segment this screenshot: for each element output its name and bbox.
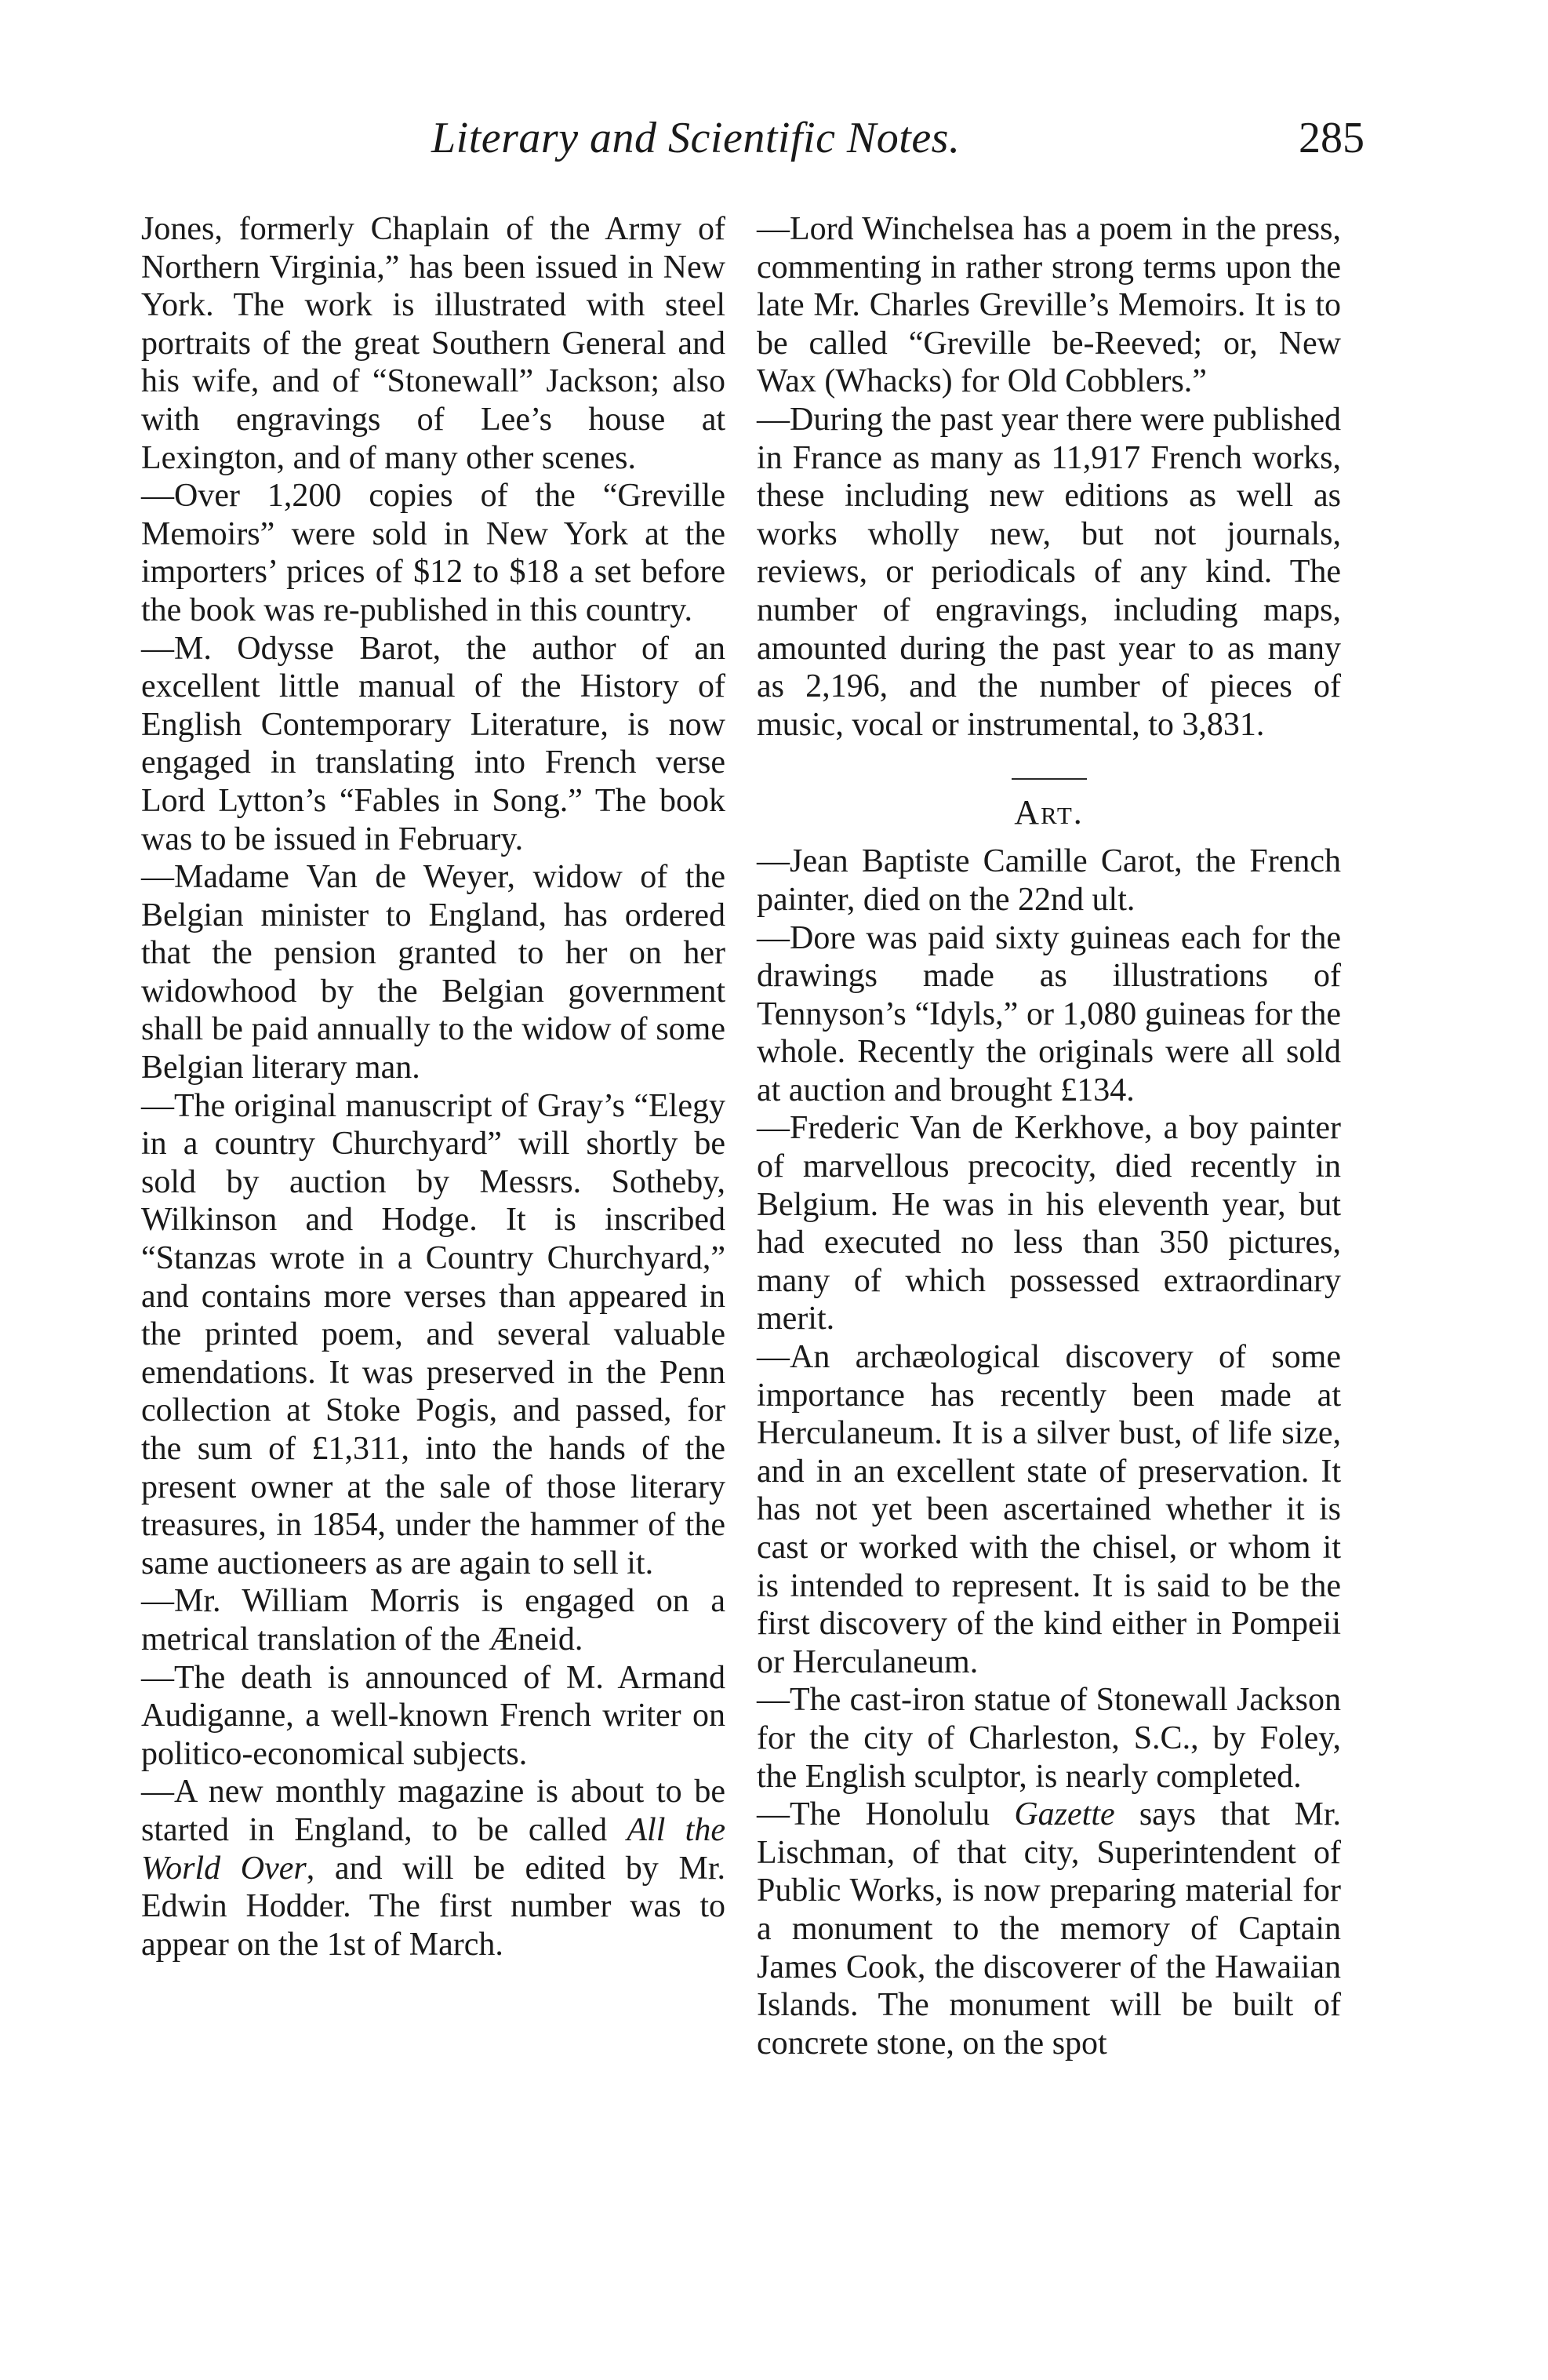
text-run: —A new monthly magazine is about to be started in England, to be called <box>141 1774 725 1848</box>
paragraph-dore: —Dore was paid sixty guineas each for the drawings made as illustrations of Tennyson’s “Idyls,” or 1,080 guineas for the whole. Recently the originals were all sold at auction and brought £134. <box>757 919 1341 1108</box>
newspaper-title: Gazette <box>1014 1796 1115 1833</box>
left-column <box>141 210 725 1963</box>
paragraph-william-morris: —Mr. William Morris is engaged on a metrical translation of the Æneid. <box>141 1583 725 1658</box>
paragraph-audiganne: —The death is announced of M. Armand Audiganne, a well-known French writer on politico-economical subjects. <box>141 1659 725 1772</box>
paragraph-lord-winchelsea: —Lord Winchelsea has a poem in the press, commenting in rather strong terms upon the late Mr. Charles Greville’s Memoirs. It is to be called “Greville be-Reeved; or, New Wax (Whacks) for Old Cobblers.” <box>757 211 1341 400</box>
paragraph-van-de-kerkhove: —Frederic Van de Kerkhove, a boy painter of marvellous precocity, died recently in Belgium. He was in his eleventh year, but had executed no less than 350 pictures, many of which possessed extraordinary merit. <box>757 1110 1341 1337</box>
text-run: says that Mr. Lischman, of that city, Superintendent of Public Works, is now preparing material for a monument to the memory of Captain James Cook, the discoverer of the Hawaiian Islands. The monument will be built of concrete stone, on the spot <box>757 1796 1342 2062</box>
paragraph-gray-elegy: —The original manuscript of Gray’s “Elegy in a country Churchyard” will shortly be sold by auction by Messrs. Sotheby, Wilkinson and Hodge. It is inscribed “Stanzas wrote in a Country Churchyard,” and contains more verses than appeared in the printed poem, and several valuable emendations. It was preserved in the Penn collection at Stoke Pogis, and passed, for the sum of £1,311, into the hands of the present owner at the sale of those literary treasures, in 1854, under the hammer of the same auctioneers as are again to sell it. <box>141 1087 725 1581</box>
paragraph-stonewall-statue: —The cast-iron statue of Stonewall Jackson for the city of Charleston, S.C., by Foley, the English sculptor, is nearly completed. <box>757 1682 1341 1795</box>
paragraph-herculaneum: —An archæological discovery of some importance has recently been made at Herculaneum. It is a silver bust, of life size, and in an excellent state of preservation. It has not yet been ascertained whether it is cast or worked with the chisel, or whom it is intended to represent. It is said to be the first discovery of the kind either in Pompeii or Herculaneum. <box>757 1339 1341 1680</box>
right-column <box>757 210 1341 2062</box>
paragraph-carot: —Jean Baptiste Camille Carot, the French painter, died on the 22nd ult. <box>757 843 1341 918</box>
running-head <box>141 110 1364 173</box>
paragraph-van-de-weyer: —Madame Van de Weyer, widow of the Belgian minister to England, has ordered that the pension granted to her on her widowhood by the Belgian government shall be paid annually to the widow of some Belgian literary man. <box>141 859 725 1086</box>
page-number: 285 <box>1299 114 1364 162</box>
text-run: , and will be edited by Mr. Edwin Hodder. The first number was to appear on the 1st of March. <box>141 1850 725 1963</box>
text-run: —The Honolulu <box>757 1796 1015 1833</box>
paragraph-new-magazine <box>141 1773 725 1963</box>
paragraph-honolulu-gazette <box>757 1796 1341 2062</box>
paragraph-greville-memoirs: —Over 1,200 copies of the “Greville Memoirs” were sold in New York at the importers’ prices of $12 to $18 a set before the book was re-published in this country. <box>141 478 725 628</box>
magazine-title: All the World Over <box>141 1811 725 1887</box>
section-divider <box>1012 778 1087 780</box>
paragraph-lee-biography: Jones, formerly Chaplain of the Army of Northern Virginia,” has been issued in New York. The work is illustrated with steel portraits of the great Southern General and his wife, and of “Stonewall” Jackson; also with engravings of Lee’s house at Lexington, and of many other scenes. <box>141 211 725 476</box>
section-heading-art: Art. <box>1014 793 1084 832</box>
running-title: Literary and Scientific Notes. <box>431 114 961 162</box>
paragraph-odysse-barot: —M. Odysse Barot, the author of an excellent little manual of the History of English Contemporary Literature, is now engaged in translating into French verse Lord Lytton’s “Fables in Song.” The book was to be issued in February. <box>141 630 725 857</box>
paragraph-france-publications: —During the past year there were published in France as many as 11,917 French works, these including new editions as well as works wholly new, but not journals, reviews, or periodicals of any kind. The number of engravings, including maps, amounted during the past year to as many as 2,196, and the number of pieces of music, vocal or instrumental, to 3,831. <box>757 401 1341 743</box>
